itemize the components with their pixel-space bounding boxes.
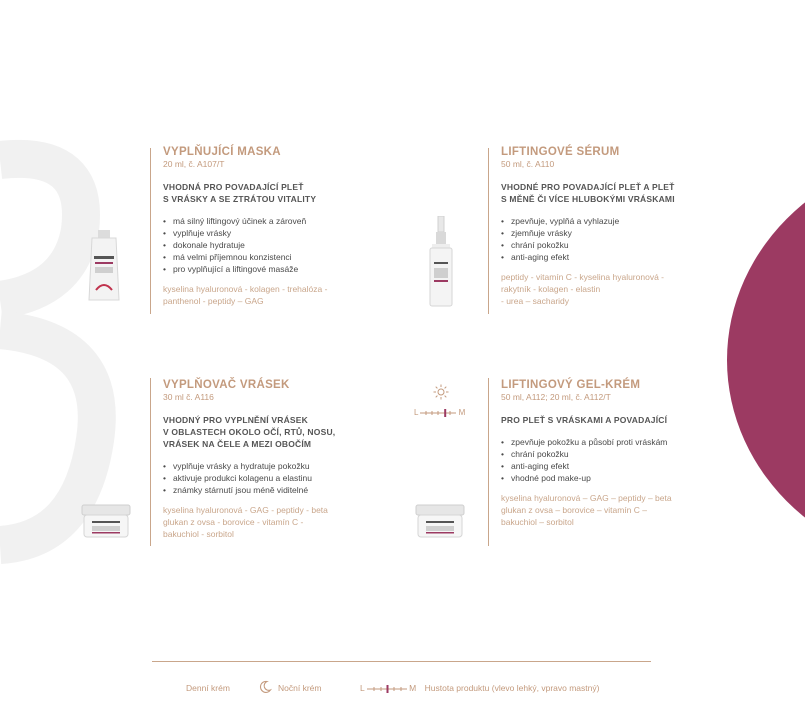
divider-line <box>488 148 489 314</box>
product-card-vyplnovac-vrasek <box>163 379 383 540</box>
legend-density <box>360 682 599 694</box>
ingredients: kyselina hyaluronová – GAG – peptidy – beta glukan z ovsa – borovice – vitamín C – bakuchiol – sorbitol <box>501 493 672 527</box>
list-item: • vhodné pod make-up <box>501 472 716 484</box>
list-item-continued: • pro vyplňující a liftingové masáže <box>163 263 383 275</box>
list-item: • anti-aging efekt <box>501 251 711 263</box>
footer-divider <box>152 661 651 662</box>
density-right-label: M <box>458 408 466 417</box>
product-meta: 50 ml, č. A110 <box>501 159 555 169</box>
legend-day <box>186 682 230 694</box>
product-card-liftingovy-gel-krem <box>501 379 716 528</box>
divider-line <box>150 148 151 314</box>
legend-day-label: Denní krém <box>186 683 230 693</box>
ingredients: kyselina hyaluronová - GAG - peptidy - beta glukan z ovsa - borovice - vitamín C - bakuchiol - sorbitol <box>163 505 328 539</box>
product-meta: 20 ml, č. A107/T <box>163 159 225 169</box>
filler-jar-image <box>80 503 132 539</box>
ingredients: kyselina hyaluronová - kolagen - trehalóza - panthenol - peptidy – GAG <box>163 284 328 306</box>
mask-tube-image <box>86 230 122 306</box>
product-title: VYPLŇUJÍCÍ MASKA <box>163 146 281 158</box>
list-item: • dokonale hydratuje <box>163 239 383 251</box>
list-item: • známky stárnutí jsou méně viditelné <box>163 484 383 496</box>
divider-line <box>488 378 489 546</box>
list-item: • má silný liftingový účinek a zároveň <box>163 215 383 227</box>
product-lead: PRO PLEŤ S VRÁSKAMI A POVADAJÍCÍ <box>501 415 668 425</box>
list-item: • má velmi příjemnou konzistenci <box>163 251 383 263</box>
list-item: • chrání pokožku <box>501 239 711 251</box>
list-item: • zpevňuje, vyplňá a vyhlazuje <box>501 215 711 227</box>
benefit-list <box>501 436 716 484</box>
product-meta: 30 ml č. A116 <box>163 392 214 402</box>
product-title: VYPLŇOVAČ VRÁSEK <box>163 379 290 391</box>
product-meta: 50 ml, A112; 20 ml, č. A112/T <box>501 392 611 402</box>
product-lead: VHODNÉ PRO POVADAJÍCÍ PLEŤ A PLEŤ S MĚNĚ ČI VÍCE HLUBOKÝMI VRÁSKAMI <box>501 182 675 204</box>
product-card-liftingove-serum <box>501 146 711 307</box>
sun-icon <box>433 384 449 400</box>
product-title: LIFTINGOVÝ GEL-KRÉM <box>501 379 641 391</box>
benefit-list <box>163 215 383 275</box>
list-item: • anti-aging efekt <box>501 460 716 472</box>
legend-density-label: Hustota produktu (vlevo lehký, vpravo mastný) <box>424 683 600 693</box>
moon-icon <box>258 680 272 694</box>
list-item: • vyplňuje vrásky a hydratuje pokožku <box>163 460 383 472</box>
brand-circle <box>727 150 805 570</box>
legend-night-label: Noční krém <box>278 683 322 693</box>
benefit-list <box>163 460 383 496</box>
list-item: • chrání pokožku <box>501 448 716 460</box>
gel-cream-jar-image <box>414 503 466 539</box>
list-item: • zjemňuje vrásky <box>501 227 711 239</box>
legend-scale-right: M <box>409 683 417 693</box>
benefit-list <box>501 215 711 263</box>
divider-line <box>150 378 151 546</box>
list-item: • vyplňuje vrásky <box>163 227 383 239</box>
serum-bottle-image <box>426 216 456 308</box>
product-lead: VHODNÝ PRO VYPLNĚNÍ VRÁSEK V OBLASTECH OKOLO OČÍ, RTŮ, NOSU, VRÁSEK NA ČELE A MEZI OBOČÍM <box>163 415 336 449</box>
product-title: LIFTINGOVÉ SÉRUM <box>501 146 620 158</box>
list-item: • aktivuje produkci kolagenu a elastinu <box>163 472 383 484</box>
legend-scale-left: L <box>360 683 365 693</box>
list-item: • zpevňuje pokožku a působí proti vráskám <box>501 436 716 448</box>
product-card-vyplnujici-maska <box>163 146 383 307</box>
ingredients: peptidy - vitamín C - kyselina hyaluronová - rakytník - kolagen - elastin - urea – sacharidy <box>501 272 664 306</box>
density-left-label: L <box>414 408 419 417</box>
legend-night <box>278 682 321 694</box>
product-lead: VHODNÁ PRO POVADAJÍCÍ PLEŤ S VRÁSKY A SE ZTRÁTOU VITALITY <box>163 182 317 204</box>
density-scale <box>420 409 456 417</box>
legend-scale-icon <box>367 685 407 693</box>
density-indicator <box>414 408 465 417</box>
